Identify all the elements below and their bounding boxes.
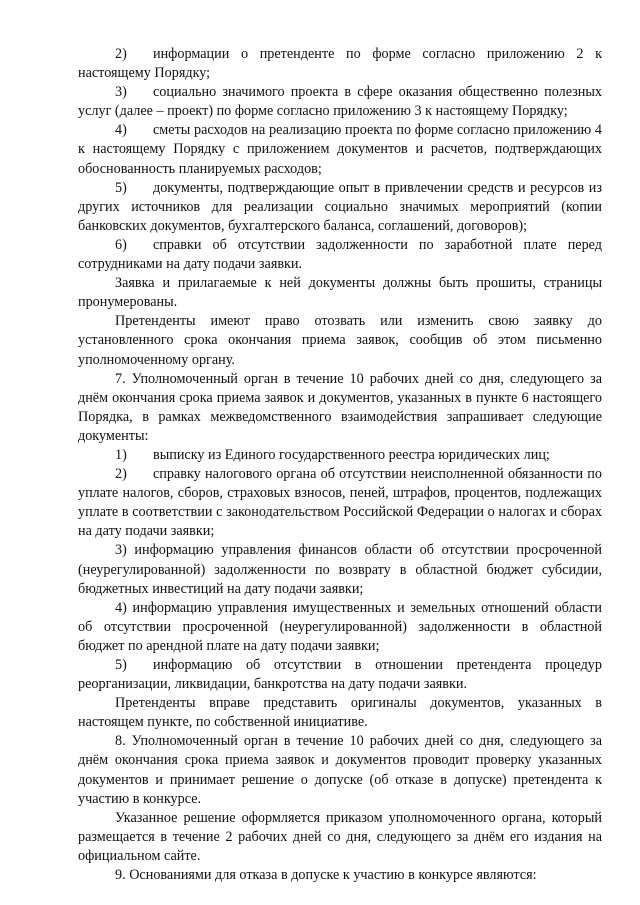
item-text: информации о претенденте по форме согласно приложению 2 к настоящему Порядку; xyxy=(78,46,602,82)
paragraph: 3) информацию управления финансов области об отсутствии просроченной (неурегулированной) задолженности по возврату в областной бюджет субсидии, бюджетных инвестиций на дату подачи заявки; xyxy=(78,542,602,597)
item-number: 1) xyxy=(115,446,127,463)
item-number: 2) xyxy=(115,46,127,62)
item-text: документы, подтверждающие опыт в привлечении средств и ресурсов из других источников для реализации социально значимых мероприятий (копии банковских документов, бухгалтерского баланса, соглашений, договоров); xyxy=(78,179,602,234)
list-item xyxy=(78,179,602,236)
item-number: 5) xyxy=(115,179,127,196)
paragraph: 7. Уполномоченный орган в течение 10 рабочих дней со дня, следующего за днём окончания срока приема заявок и документов, указанных в пункте 6 настоящего Порядка, в рамках межведомственного взаимодействия запрашивает следующие документы: xyxy=(78,370,602,444)
paragraph: Претенденты вправе представить оригиналы документов, указанных в настоящем пункте, по собственной инициативе. xyxy=(78,695,602,731)
item-number: 5) xyxy=(115,657,127,673)
list-item xyxy=(78,121,602,178)
item-text: справки об отсутствии задолженности по заработной плате перед сотрудниками на дату подачи заявки. xyxy=(78,236,602,273)
paragraph: 4) информацию управления имущественных и земельных отношений области об отсутствии просроченной (неурегулированной) задолженности в областной бюджет по арендной плате на дату подачи заявки; xyxy=(78,599,602,654)
paragraph: 8. Уполномоченный орган в течение 10 рабочих дней со дня, следующего за днём окончания срока приема заявок и документов проводит проверку указанных документов и принимает решение о допуске (об отказе в допуске) претендента к участию в конкурсе. xyxy=(78,733,602,807)
item-text: справку налогового органа об отсутствии неисполненной обязанности по уплате налогов, сборов, страховых взносов, пеней, штрафов, процентов, подлежащих уплате в соответствии с законодательством Российской Федерации о налогах и сборах на дату подачи заявки; xyxy=(78,466,602,540)
paragraph: Указанное решение оформляется приказом уполномоченного органа, который размещается в течение 2 рабочих дней со дня, следующего за днём его издания на официальном сайте. xyxy=(78,809,602,864)
item-number: 6) xyxy=(115,236,127,253)
item-text: выписку из Единого государственного реестра юридических лиц; xyxy=(153,446,550,463)
paragraph: Заявка и прилагаемые к ней документы должны быть прошиты, страницы пронумерованы. xyxy=(78,275,602,311)
item-text: социально значимого проекта в сфере оказания общественно полезных услуг (далее – проект) по форме согласно приложению 3 к настоящему Порядку; xyxy=(78,84,602,120)
list-item xyxy=(78,236,602,274)
document-page xyxy=(78,45,602,885)
list-item xyxy=(78,656,602,694)
item-number: 4) xyxy=(115,122,127,139)
list-item xyxy=(78,465,602,541)
item-text: сметы расходов на реализацию проекта по форме согласно приложению 4 к настоящему Порядку с приложением документов и расчетов, подтверждающих обоснованность планируемых расходов; xyxy=(78,122,602,177)
paragraph: 9. Основаниями для отказа в допуске к участию в конкурсе являются: xyxy=(115,867,537,884)
paragraph: Претенденты имеют право отозвать или изменить свою заявку до установленного срока окончания приема заявок, сообщив об этом письменно уполномоченному органу. xyxy=(78,313,602,368)
list-item xyxy=(78,83,602,121)
item-number: 2) xyxy=(115,466,127,483)
list-item xyxy=(78,446,602,465)
list-item xyxy=(78,45,602,83)
item-number: 3) xyxy=(115,84,127,101)
item-text: информацию об отсутствии в отношении претендента процедур реорганизации, ликвидации, банкротства на дату подачи заявки. xyxy=(78,657,602,693)
